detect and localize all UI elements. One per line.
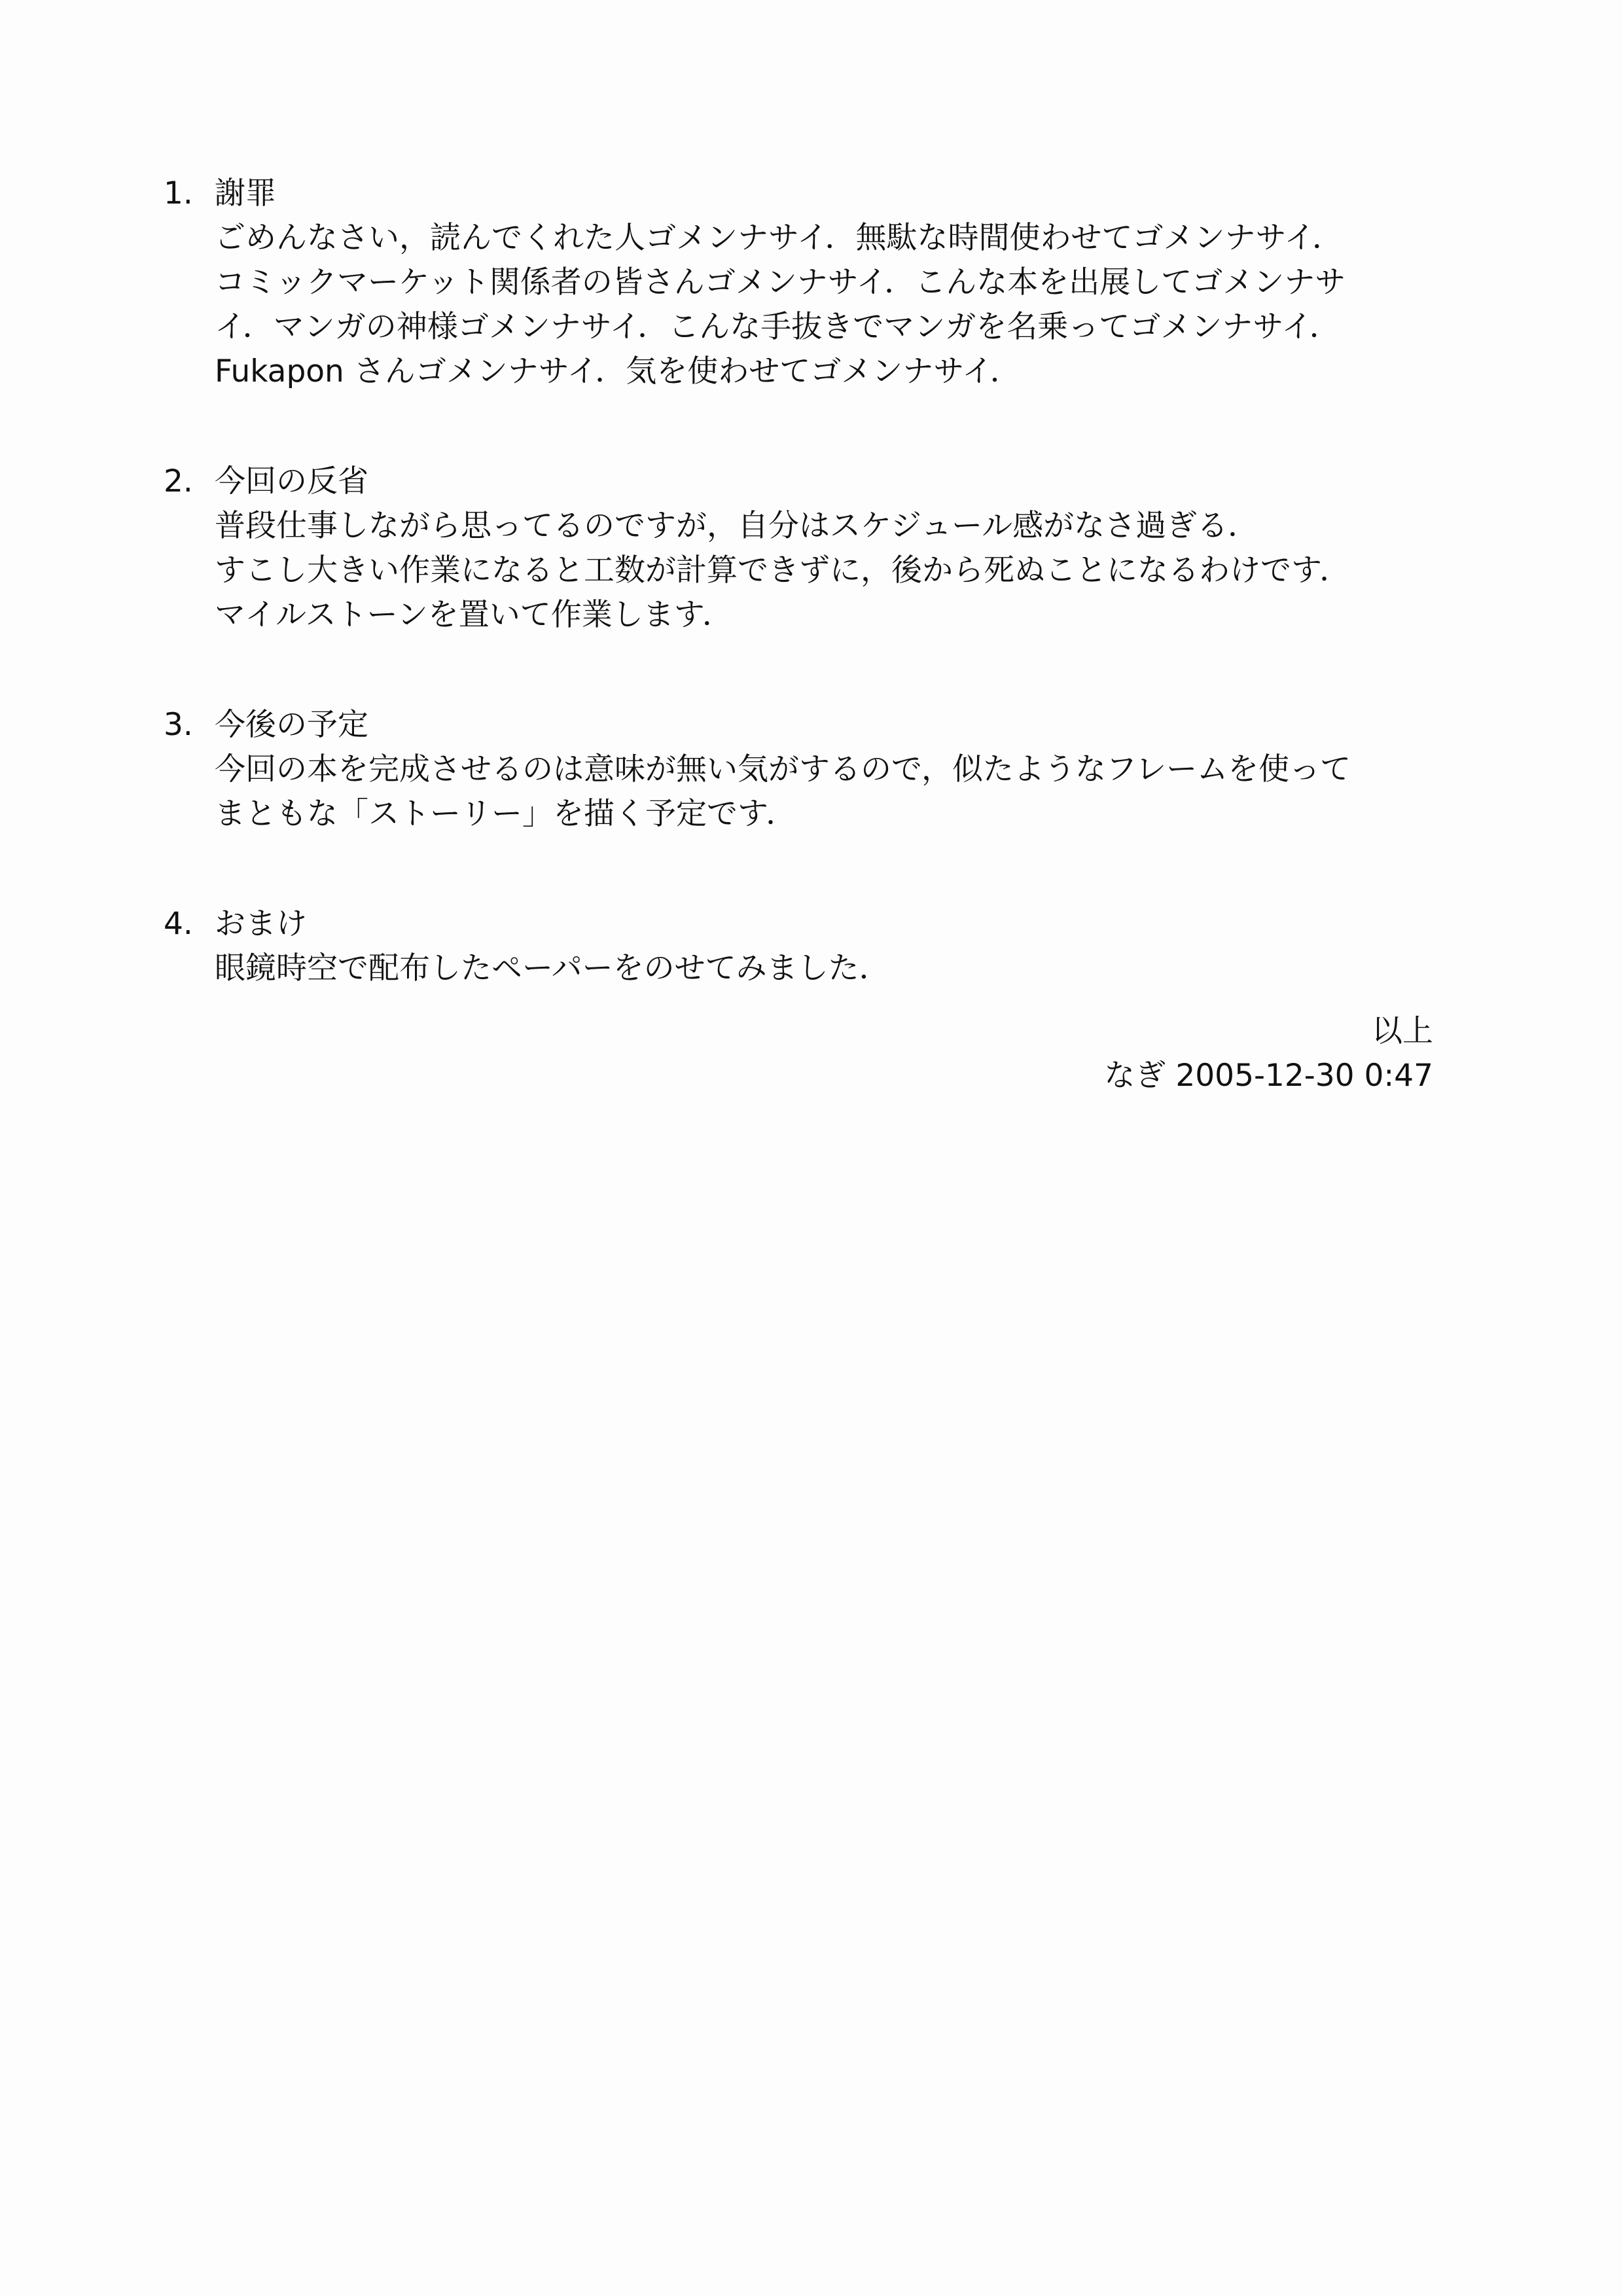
section-heading bbox=[164, 902, 1440, 946]
body-line: イ．マンガの神様ゴメンナサイ．こんな手抜きでマンガを名乗ってゴメンナサイ． bbox=[215, 309, 1340, 345]
section-body bbox=[164, 747, 1440, 836]
closing-block bbox=[1104, 1009, 1433, 1098]
section-reflection bbox=[164, 459, 1440, 637]
body-line: まともな「ストーリー」を描く予定です． bbox=[215, 796, 797, 832]
section-apology bbox=[164, 171, 1440, 394]
section-future-plans bbox=[164, 703, 1440, 836]
body-line: ごめんなさい，読んでくれた人ゴメンナサイ．無駄な時間使わせてゴメンナサイ． bbox=[215, 220, 1343, 256]
body-line: 普段仕事しながら思ってるのですが，自分はスケジュール感がなさ過ぎる． bbox=[215, 508, 1259, 544]
section-title: おまけ bbox=[215, 906, 307, 942]
body-line: コミックマーケット関係者の皆さんゴメンナサイ．こんな本を出展してゴメンナサ bbox=[215, 264, 1346, 300]
section-bonus bbox=[164, 902, 1440, 991]
body-line: マイルストーンを置いて作業します． bbox=[215, 597, 733, 633]
end-mark: 以上 bbox=[1372, 1013, 1433, 1049]
body-line: Fukapon さんゴメンナサイ．気を使わせてゴメンナサイ． bbox=[215, 353, 1021, 389]
section-number: 1. bbox=[164, 175, 193, 211]
body-line: 眼鏡時空で配布したペーパーをのせてみました． bbox=[215, 950, 890, 986]
document-content bbox=[164, 171, 1440, 1056]
section-body bbox=[164, 504, 1440, 637]
section-body bbox=[164, 946, 1440, 991]
section-title: 今回の反省 bbox=[215, 463, 368, 499]
body-line: すこし大きい作業になると工数が計算できずに，後から死ぬことになるわけです． bbox=[215, 552, 1351, 588]
section-heading bbox=[164, 703, 1440, 747]
body-line: 今回の本を完成させるのは意味が無い気がするので，似たようなフレームを使って bbox=[215, 751, 1351, 787]
section-number: 2. bbox=[164, 463, 193, 499]
section-heading bbox=[164, 171, 1440, 216]
section-body bbox=[164, 216, 1440, 394]
section-title: 謝罪 bbox=[215, 175, 276, 211]
section-title: 今後の予定 bbox=[215, 707, 368, 743]
section-heading bbox=[164, 459, 1440, 504]
signature-date: なぎ 2005-12-30 0:47 bbox=[1104, 1058, 1433, 1094]
section-number: 4. bbox=[164, 906, 193, 942]
section-number: 3. bbox=[164, 707, 193, 743]
